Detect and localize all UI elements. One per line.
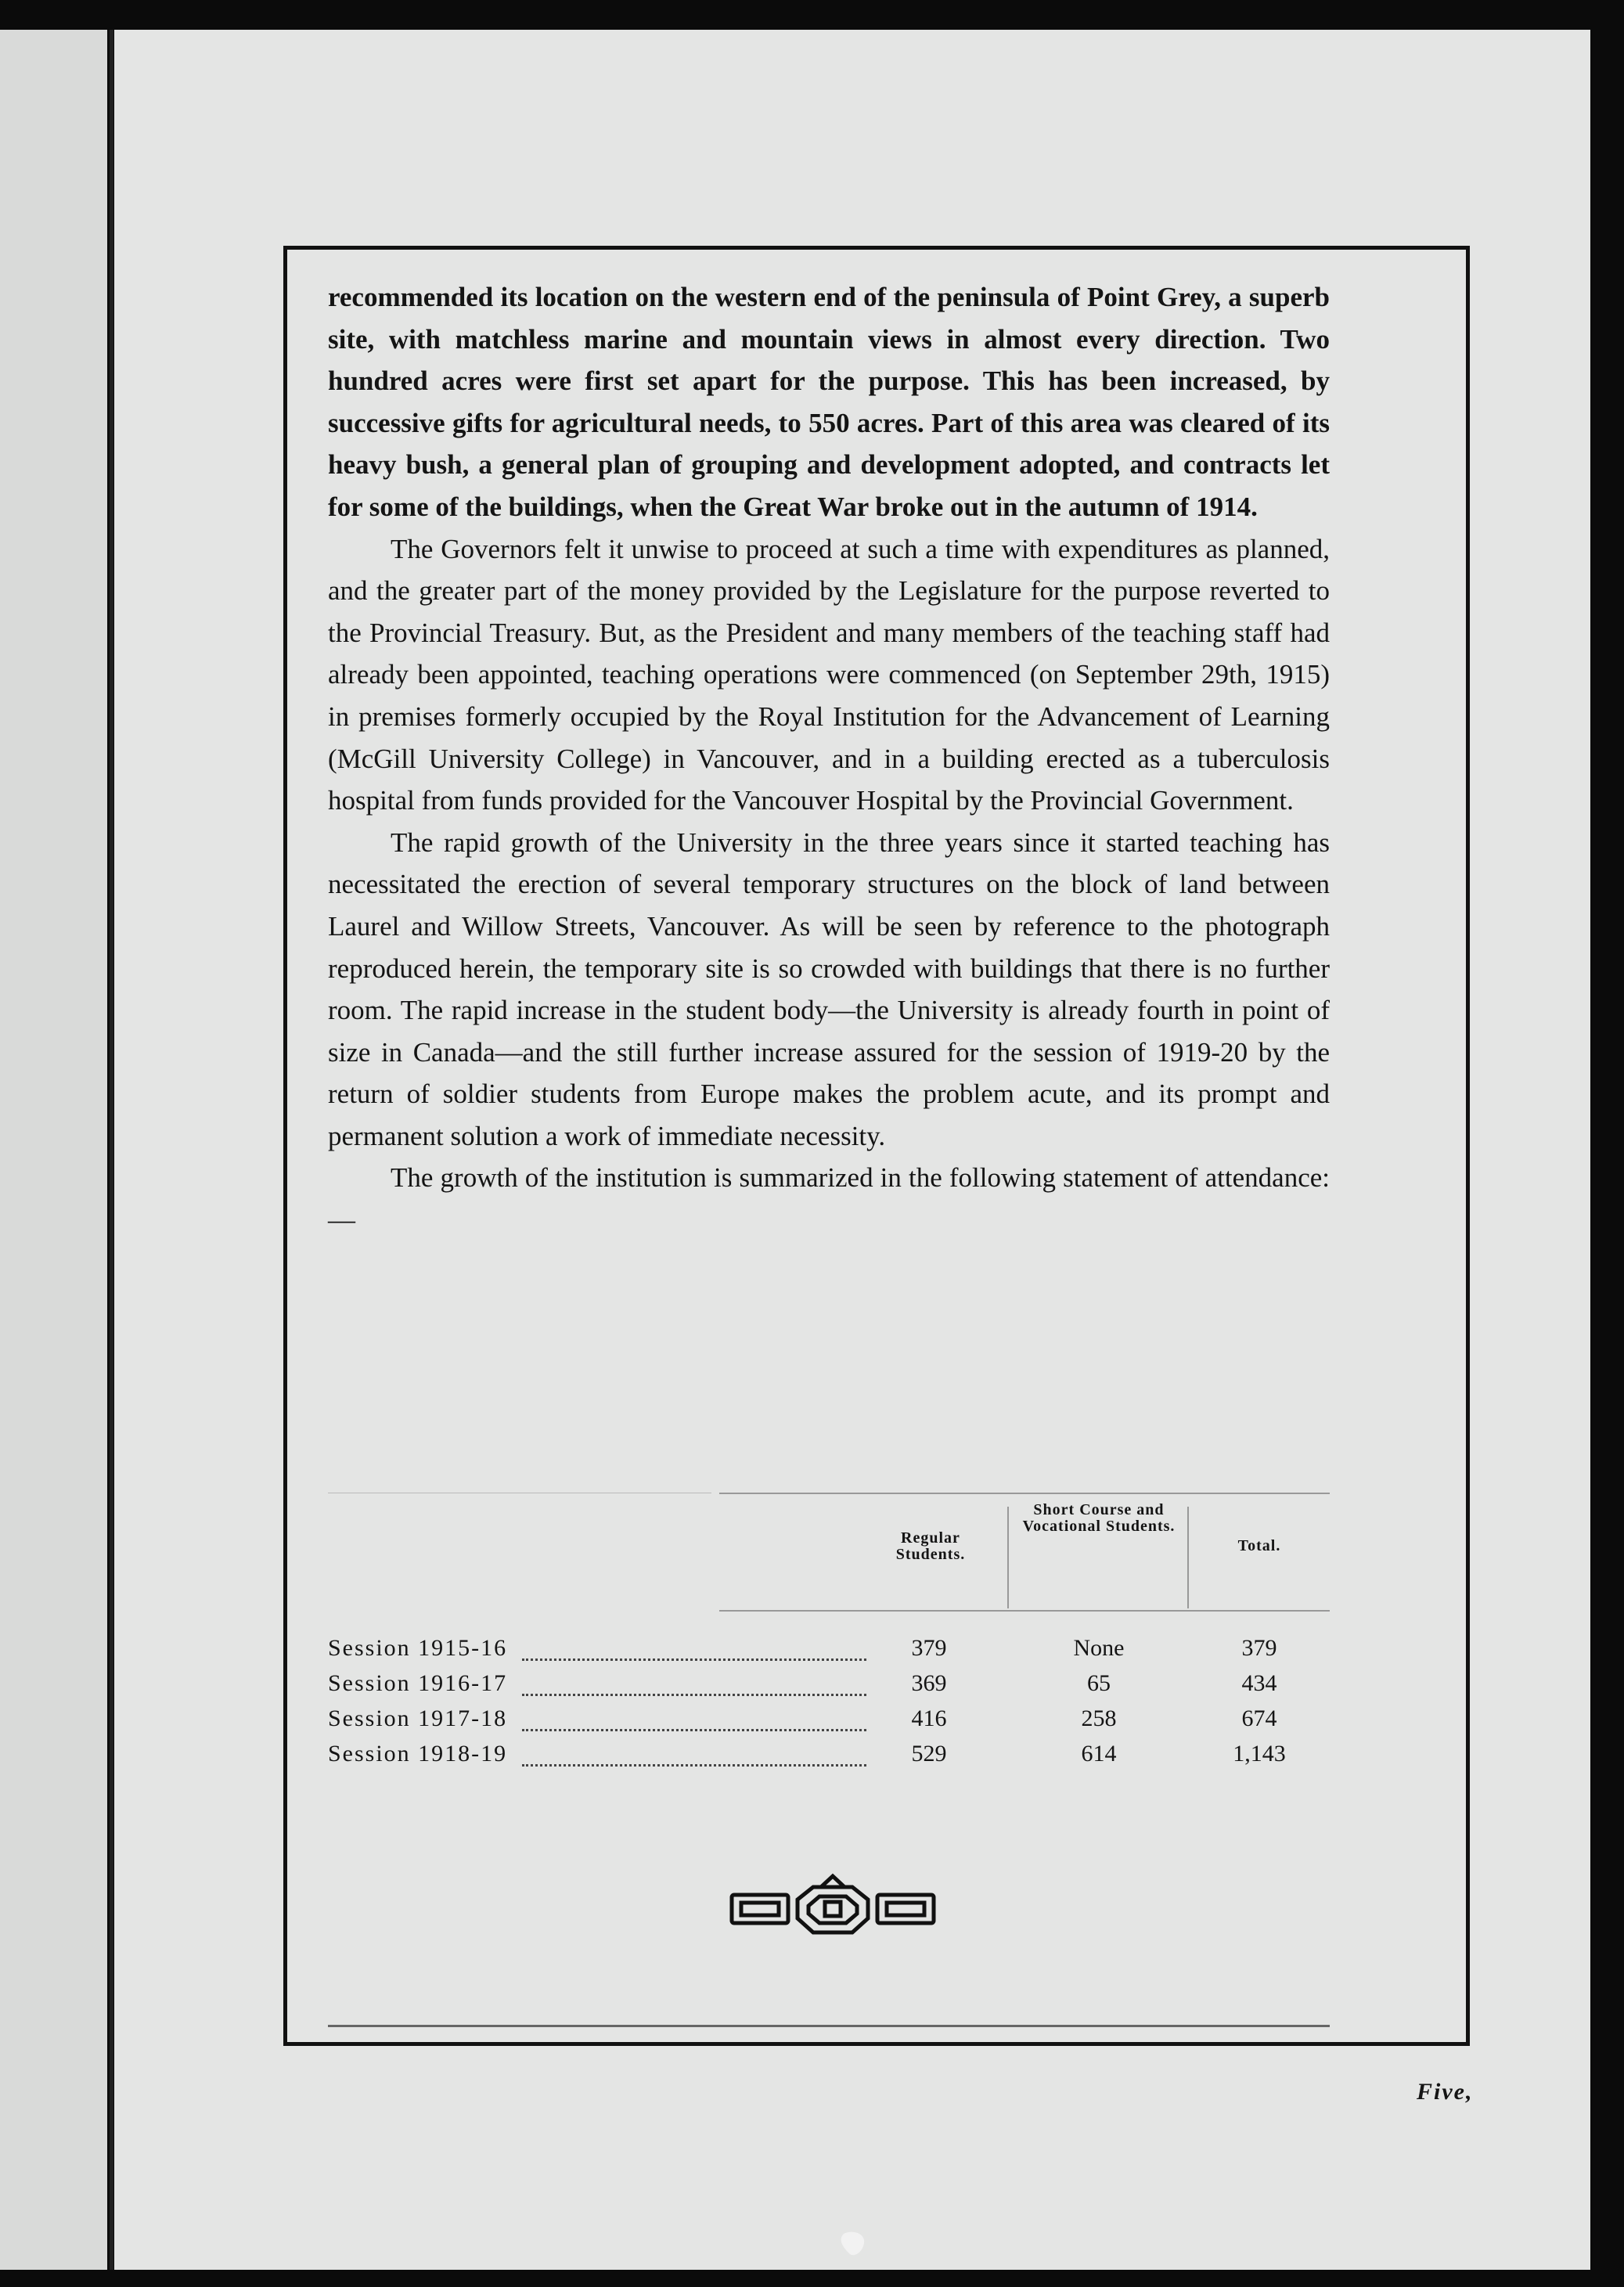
short-course-count: 258: [1081, 1705, 1117, 1731]
session-label: Session 1918-19: [328, 1741, 508, 1767]
paragraph-1: recommended its location on the western end of the peninsula of Point Grey, a superb site, with matchless marine and mountain views in almost every direction. Two hundred acres were first set apart for the purpose. This has been increased, by successive gifts for agricultural needs, to 550 acres. Part of this area was cleared of its heavy bush, a general plan of grouping and development adopted, and contracts let for some of the buildings, when the Great War broke out in the autumn of 1914.: [328, 282, 1330, 522]
total-count: 674: [1241, 1705, 1277, 1731]
regular-count: 369: [911, 1670, 947, 1696]
header-regular-students: Regular Students.: [895, 1529, 966, 1563]
total-count: 1,143: [1233, 1741, 1286, 1767]
previous-page-edge: [0, 30, 107, 2270]
body-text: [328, 276, 1330, 1241]
text-frame: [283, 246, 1470, 2046]
page-number: Five,: [1417, 2079, 1474, 2105]
short-course-count: None: [1073, 1635, 1125, 1661]
column-divider: [1007, 1507, 1009, 1608]
regular-count: 379: [911, 1635, 947, 1661]
dot-leader: [522, 1659, 866, 1661]
column-divider: [1187, 1507, 1189, 1608]
page-gutter: [110, 30, 113, 2270]
attendance-table: [328, 1493, 1330, 1806]
total-count: 434: [1241, 1670, 1277, 1696]
short-course-count: 65: [1087, 1670, 1111, 1696]
page: [114, 30, 1590, 2270]
table-row: [328, 1670, 1330, 1705]
total-count: 379: [1241, 1635, 1277, 1661]
session-label: Session 1915-16: [328, 1635, 508, 1661]
session-label: Session 1917-18: [328, 1705, 508, 1731]
dot-leader: [522, 1694, 866, 1696]
paragraph-3: The rapid growth of the University in the three years since it started teaching has necessitated the erection of several temporary structures on the block of land between Laurel and Willow Streets, Vancouver. As will be seen by reference to the photograph reproduced herein, the temporary site is so crowded with buildings that there is no further room. The rapid increase in the student body—the University is already fourth in point of size in Canada—and the still further increase assured for the session of 1919-20 by the return of soldier students from Europe makes the problem acute, and its prompt and permanent solution a work of immediate necessity.: [328, 827, 1330, 1151]
table-row: [328, 1705, 1330, 1740]
table-row: [328, 1635, 1330, 1669]
regular-count: 416: [911, 1705, 947, 1731]
paragraph-4: The growth of the institution is summarized in the following statement of attendance:—: [328, 1162, 1330, 1236]
regular-count: 529: [911, 1741, 947, 1767]
table-rule-top: [719, 1493, 1330, 1494]
header-short-course: Short Course and Vocational Students.: [1022, 1501, 1176, 1535]
dot-leader: [522, 1764, 866, 1767]
paragraph-2: The Governors felt it unwise to proceed at such a time with expenditures as planned, and the greater part of the money provided by the Legislature for the purpose reverted to the Provincial Treasury. But, as the President and many members of the teaching staff had already been appointed, teaching operations were commenced (on September 29th, 1915) in premises formerly occupied by the Royal Institution for the Advancement of Learning (McGill University College) in Vancouver, and in a building erected as a tuberculosis hospital from funds provided for the Vancouver Hospital by the Provincial Government.: [328, 533, 1330, 816]
session-label: Session 1916-17: [328, 1670, 508, 1696]
decorative-ornament-icon: [727, 1870, 938, 1948]
table-row: [328, 1741, 1330, 1775]
header-total: Total.: [1237, 1537, 1281, 1554]
table-rule-bottom: [328, 2025, 1330, 2027]
short-course-count: 614: [1081, 1741, 1117, 1767]
dot-leader: [522, 1729, 866, 1731]
ink-blot: [837, 2229, 869, 2260]
table-rule-middle: [719, 1610, 1330, 1612]
